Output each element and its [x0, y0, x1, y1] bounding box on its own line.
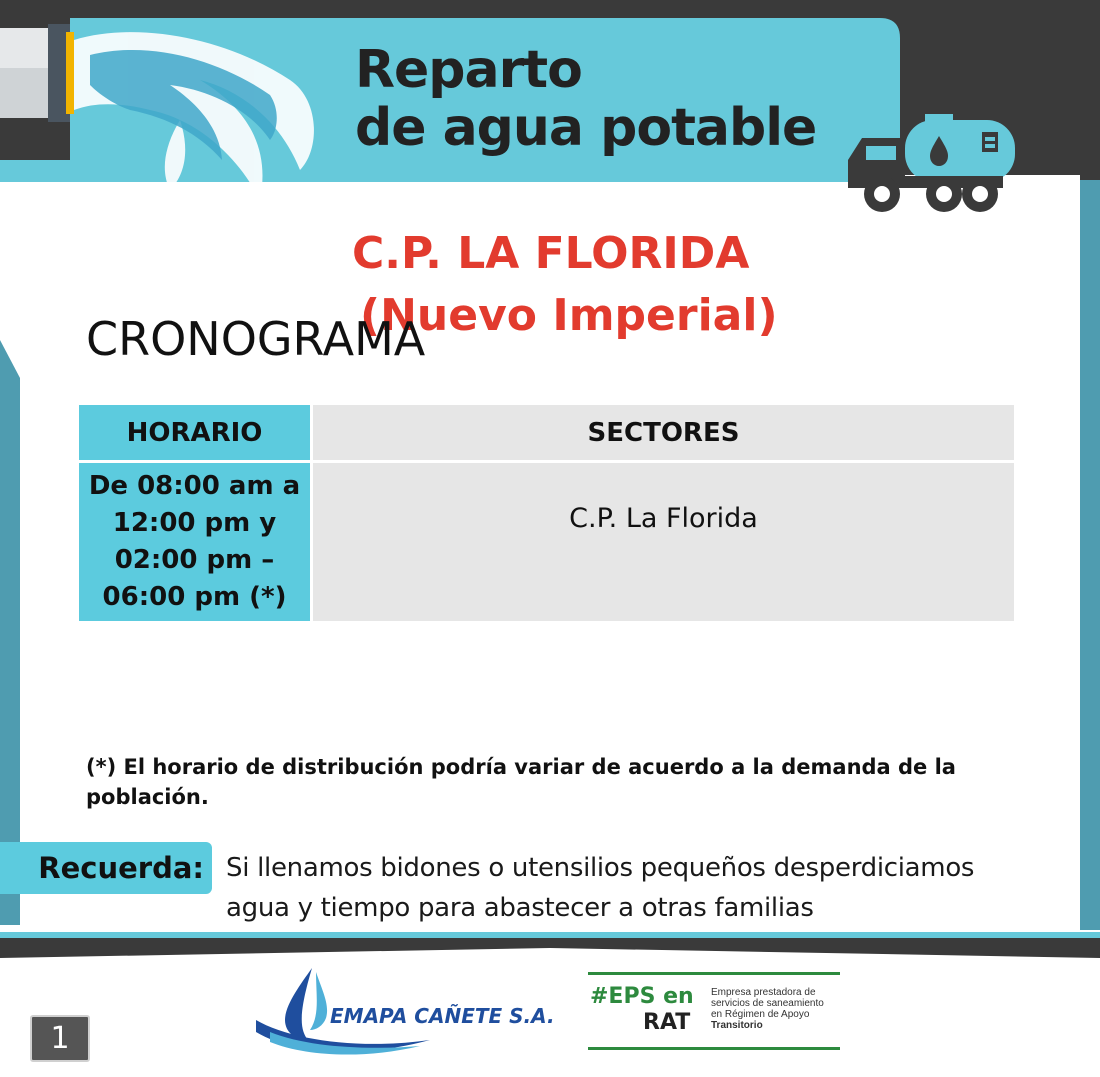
page-title-line2: de agua potable: [355, 98, 817, 158]
eps-description-line: Transitorio: [711, 1020, 763, 1031]
reminder-text: Si llenamos bidones o utensilios pequeños desperdiciamos agua y tiempo para abastecer a otras familias: [226, 853, 975, 923]
company-name: EMAPA CAÑETE S.A.: [330, 1004, 555, 1028]
schedule-heading: CRONOGRAMA: [86, 312, 426, 366]
table-cell-sector: C.P. La Florida: [313, 463, 1014, 621]
page-title-line1: Reparto: [355, 40, 582, 100]
table-header-sectores: SECTORES: [313, 405, 1014, 460]
location-subtitle: (Nuevo Imperial): [360, 290, 778, 341]
location-title: C.P. LA FLORIDA: [352, 228, 750, 279]
page-number-badge: 1: [30, 1015, 90, 1062]
eps-description-line: Empresa prestadora de: [711, 987, 816, 998]
footnote: (*) El horario de distribución podría variar de acuerdo a la demanda de la población.: [86, 755, 956, 809]
table-cell-horario: De 08:00 am a 12:00 pm y 02:00 pm – 06:00 pm (*): [79, 463, 310, 621]
water-pipe-icon: [0, 24, 74, 122]
table-header-horario: HORARIO: [79, 405, 310, 460]
eps-description-line: servicios de saneamiento: [711, 998, 824, 1009]
eps-tag-line1: #EPS en: [590, 984, 694, 1009]
reminder-label: Recuerda:: [0, 842, 212, 894]
eps-description-line: en Régimen de Apoyo: [711, 1009, 810, 1020]
eps-tag-line2: RAT: [643, 1010, 691, 1035]
